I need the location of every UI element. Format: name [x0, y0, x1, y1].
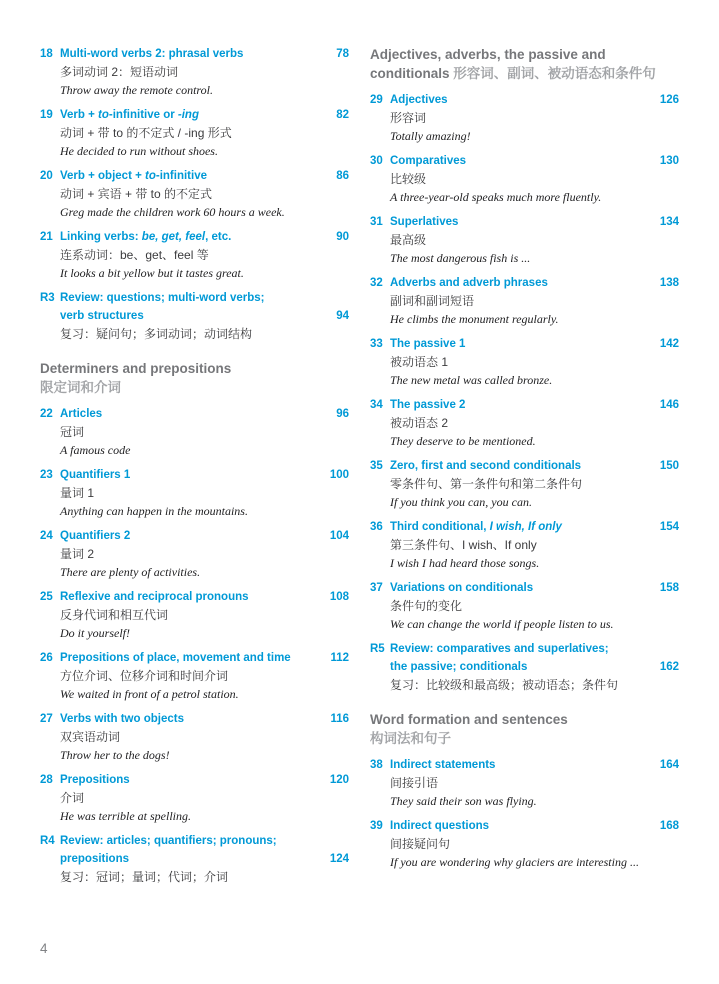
page-ref: 100	[329, 469, 349, 481]
unit-title-segment: Quantifiers 2	[60, 530, 131, 542]
unit-number: 25	[40, 591, 53, 603]
example-sentence: A famous code	[60, 443, 131, 457]
page-ref: 158	[659, 582, 679, 594]
toc-entry	[370, 152, 679, 206]
unit-title	[60, 710, 324, 728]
toc-entry	[40, 228, 349, 282]
page-ref: 120	[329, 774, 349, 786]
unit-title-segment: , etc.	[205, 231, 232, 243]
page-ref: 78	[336, 48, 349, 60]
unit-title-segment: Superlatives	[390, 216, 459, 228]
unit-title-italic-segment: -ing	[177, 109, 199, 121]
page-number-footer: 4	[40, 941, 48, 956]
unit-title	[390, 213, 654, 231]
unit-title-segment: Indirect statements	[390, 759, 496, 771]
example-sentence: He climbs the monument regularly.	[390, 312, 559, 326]
review-title-line: Review: articles; quantifiers; pronouns;	[60, 835, 277, 847]
entry-title-row	[40, 588, 349, 606]
example-sentence: Totally amazing!	[390, 129, 471, 143]
example-sentence: If you think you can, you can.	[390, 495, 532, 509]
unit-title-segment: Variations on conditionals	[390, 582, 534, 594]
section-heading	[370, 45, 679, 83]
page-ref: 108	[329, 591, 349, 603]
unit-title	[390, 396, 654, 414]
unit-title	[390, 335, 654, 353]
section-heading-zh: 限定词和介词	[40, 380, 121, 395]
unit-title-zh: 间接引语	[390, 776, 439, 790]
example-sentence: It looks a bit yellow but it tastes great.	[60, 266, 244, 280]
toc-entry	[370, 396, 679, 450]
example-sentence: The most dangerous fish is ...	[390, 251, 531, 265]
page-ref: 134	[659, 216, 679, 228]
example-sentence: We waited in front of a petrol station.	[60, 687, 239, 701]
unit-title-italic-segment: to	[98, 109, 109, 121]
page-ref: 90	[336, 231, 349, 243]
page-ref: 94	[336, 310, 349, 322]
unit-title-segment: Articles	[60, 408, 103, 420]
example-sentence: I wish I had heard those songs.	[390, 556, 540, 570]
example-sentence: He decided to run without shoes.	[60, 144, 218, 158]
review-title-line: Review: questions; multi-word verbs;	[60, 292, 265, 304]
unit-number: 21	[40, 231, 53, 243]
unit-title	[390, 518, 654, 536]
unit-title-italic-segment: be, get, feel	[141, 231, 206, 243]
unit-title	[390, 152, 654, 170]
toc-entry	[40, 45, 349, 99]
unit-number: 26	[40, 652, 53, 664]
page-ref: 116	[330, 713, 349, 725]
unit-title-zh: 双宾语动词	[60, 730, 121, 744]
unit-number: 27	[40, 713, 53, 725]
unit-number: 39	[370, 820, 383, 832]
unit-title-zh: 连系动词：be、get、feel 等	[60, 248, 209, 262]
unit-title	[60, 588, 324, 606]
example-sentence: They deserve to be mentioned.	[390, 434, 536, 448]
review-title-row	[40, 850, 349, 868]
example-sentence: Greg made the children work 60 hours a week.	[60, 205, 285, 219]
toc-column-right	[370, 45, 679, 893]
unit-title-zh: 量词 1	[60, 486, 95, 500]
entry-title-row	[370, 91, 679, 109]
example-sentence: Throw away the remote control.	[60, 83, 213, 97]
unit-title-segment: Reflexive and reciprocal pronouns	[60, 591, 249, 603]
page-ref: 86	[336, 170, 349, 182]
page-ref: 126	[659, 94, 679, 106]
entry-title-row	[40, 106, 349, 124]
toc-entry	[40, 588, 349, 642]
unit-number: 20	[40, 170, 53, 182]
entry-title-row	[40, 710, 349, 728]
unit-title-segment: Prepositions	[60, 774, 130, 786]
unit-title-zh: 第三条件句、I wish、If only	[390, 538, 537, 552]
unit-title	[390, 756, 654, 774]
entry-title-row	[370, 152, 679, 170]
toc-entry	[370, 457, 679, 511]
entry-title-row	[370, 817, 679, 835]
example-sentence: There are plenty of activities.	[60, 565, 201, 579]
toc-entry	[40, 649, 349, 703]
toc-entry	[40, 466, 349, 520]
unit-title-zh: 介词	[60, 791, 85, 805]
unit-title	[60, 771, 324, 789]
review-title-row	[40, 289, 349, 307]
review-title-zh: 复习：冠词；量词；代词；介词	[60, 870, 229, 884]
unit-title-segment: Prepositions of place, movement and time	[60, 652, 291, 664]
toc-review-entry	[370, 640, 679, 694]
unit-number: 33	[370, 338, 383, 350]
unit-number: 35	[370, 460, 383, 472]
toc-entry	[370, 817, 679, 871]
example-sentence: Anything can happen in the mountains.	[60, 504, 248, 518]
unit-title-zh: 间接疑问句	[390, 837, 451, 851]
unit-title	[60, 649, 324, 667]
unit-number: 23	[40, 469, 53, 481]
unit-title-segment: -infinitive	[155, 170, 207, 182]
page-ref: 164	[659, 759, 679, 771]
entry-title-row	[40, 466, 349, 484]
unit-title-zh: 方位介词、位移介词和时间介词	[60, 669, 229, 683]
example-sentence: A three-year-old speaks much more fluently.	[390, 190, 602, 204]
example-sentence: Throw her to the dogs!	[60, 748, 170, 762]
unit-title	[390, 91, 654, 109]
unit-title	[60, 466, 324, 484]
toc-review-entry	[40, 832, 349, 886]
entry-title-row	[40, 45, 349, 63]
page-ref: 112	[330, 652, 349, 664]
toc-entry	[370, 274, 679, 328]
unit-title-zh: 多词动词 2：短语动词	[60, 65, 179, 79]
example-sentence: The new metal was called bronze.	[390, 373, 553, 387]
unit-title-italic-segment: I wish, If only	[489, 521, 562, 533]
unit-title-zh: 被动语态 2	[390, 416, 449, 430]
entry-title-row	[40, 649, 349, 667]
toc-entry	[40, 710, 349, 764]
section-heading-en: Adjectives, adverbs, the passive and conditionals	[370, 47, 606, 81]
review-title-row	[370, 658, 679, 676]
toc-entry	[40, 771, 349, 825]
section-heading-en: Word formation and sentences	[370, 712, 568, 727]
page-ref: 82	[336, 109, 349, 121]
example-sentence: They said their son was flying.	[390, 794, 537, 808]
review-number: R3	[40, 292, 55, 304]
unit-title-segment: Quantifiers 1	[60, 469, 131, 481]
page-ref: 124	[329, 853, 349, 865]
section-heading	[370, 710, 679, 748]
review-number: R5	[370, 643, 385, 655]
unit-number: 22	[40, 408, 53, 420]
unit-title-segment: Verb + object +	[60, 170, 146, 182]
page-ref: 104	[329, 530, 349, 542]
unit-number: 34	[370, 399, 383, 411]
entry-title-row	[370, 457, 679, 475]
review-title-row	[370, 640, 679, 658]
unit-title	[390, 579, 654, 597]
entry-title-row	[370, 518, 679, 536]
unit-title-segment: The passive 2	[390, 399, 466, 411]
unit-title-zh: 冠词	[60, 425, 85, 439]
unit-number: 19	[40, 109, 53, 121]
unit-title-segment: Linking verbs:	[60, 231, 142, 243]
unit-title-zh: 反身代词和相互代词	[60, 608, 169, 622]
section-heading-en: Determiners and prepositions	[40, 361, 232, 376]
unit-number: 30	[370, 155, 383, 167]
unit-title	[390, 457, 654, 475]
unit-title	[60, 106, 330, 124]
entry-title-row	[370, 396, 679, 414]
unit-title-segment: Multi-word verbs 2: phrasal verbs	[60, 48, 244, 60]
unit-title-zh: 动词 + 带 to 的不定式 / -ing 形式	[60, 126, 232, 140]
unit-title-segment: Verb +	[60, 109, 99, 121]
unit-number: 37	[370, 582, 383, 594]
unit-title-segment: Adjectives	[390, 94, 448, 106]
page-ref: 162	[659, 661, 679, 673]
unit-title-segment: Third conditional,	[390, 521, 490, 533]
review-title-zh: 复习：比较级和最高级；被动语态；条件句	[390, 678, 619, 692]
unit-number: 38	[370, 759, 383, 771]
toc-entry	[370, 756, 679, 810]
unit-title-zh: 被动语态 1	[390, 355, 449, 369]
unit-title-zh: 比较级	[390, 172, 427, 186]
unit-title	[390, 817, 654, 835]
toc-entry	[370, 518, 679, 572]
review-title-line: verb structures	[60, 310, 144, 322]
toc-review-entry	[40, 289, 349, 343]
entry-title-row	[40, 228, 349, 246]
unit-title	[60, 45, 330, 63]
review-title-line: the passive; conditionals	[390, 661, 528, 673]
toc-entry	[40, 527, 349, 581]
unit-title-italic-segment: to	[145, 170, 156, 182]
unit-title-zh: 副词和副词短语	[390, 294, 475, 308]
page-ref: 142	[659, 338, 679, 350]
unit-title-zh: 零条件句、第一条件句和第二条件句	[390, 477, 583, 491]
unit-title-zh: 形容词	[390, 111, 427, 125]
review-number: R4	[40, 835, 55, 847]
entry-title-row	[370, 579, 679, 597]
entry-title-row	[370, 213, 679, 231]
unit-title-segment: Verbs with two objects	[60, 713, 184, 725]
unit-title-segment: Adverbs and adverb phrases	[390, 277, 548, 289]
unit-title-segment: The passive 1	[390, 338, 466, 350]
unit-number: 32	[370, 277, 383, 289]
entry-title-row	[40, 167, 349, 185]
unit-number: 28	[40, 774, 53, 786]
example-sentence: Do it yourself!	[60, 626, 130, 640]
unit-title	[60, 405, 330, 423]
unit-number: 24	[40, 530, 53, 542]
section-heading-zh: 构词法和句子	[370, 731, 451, 746]
unit-title	[60, 228, 330, 246]
page-ref: 150	[659, 460, 679, 472]
unit-title-segment: Zero, first and second conditionals	[390, 460, 582, 472]
unit-title	[390, 274, 654, 292]
review-title-line: prepositions	[60, 853, 130, 865]
page-ref: 130	[659, 155, 679, 167]
toc-entry	[40, 167, 349, 221]
entry-title-row	[40, 405, 349, 423]
unit-title-zh: 最高级	[390, 233, 427, 247]
section-heading-zh: 形容词、副词、被动语态和条件句	[453, 66, 656, 81]
entry-title-row	[370, 274, 679, 292]
unit-number: 29	[370, 94, 383, 106]
toc-entry	[370, 335, 679, 389]
unit-title	[60, 527, 324, 545]
toc-entry	[370, 91, 679, 145]
entry-title-row	[40, 771, 349, 789]
example-sentence: If you are wondering why glaciers are interesting ...	[390, 855, 639, 869]
unit-title-zh: 量词 2	[60, 547, 95, 561]
toc-entry	[370, 213, 679, 267]
unit-title-segment: Comparatives	[390, 155, 467, 167]
page-ref: 168	[659, 820, 679, 832]
unit-number: 36	[370, 521, 383, 533]
review-title-row	[40, 832, 349, 850]
entry-title-row	[40, 527, 349, 545]
unit-title-zh: 条件句的变化	[390, 599, 463, 613]
unit-number: 31	[370, 216, 383, 228]
toc-entry	[40, 405, 349, 459]
unit-title-segment: -infinitive or	[108, 109, 178, 121]
unit-title-zh: 动词 + 宾语 + 带 to 的不定式	[60, 187, 213, 201]
review-title-zh: 复习：疑问句；多词动词；动词结构	[60, 327, 253, 341]
entry-title-row	[370, 756, 679, 774]
toc-entry	[40, 106, 349, 160]
page-ref: 96	[336, 408, 349, 420]
section-heading	[40, 359, 349, 397]
unit-title	[60, 167, 330, 185]
example-sentence: He was terrible at spelling.	[60, 809, 191, 823]
page-ref: 146	[659, 399, 679, 411]
page-ref: 138	[659, 277, 679, 289]
toc-entry	[370, 579, 679, 633]
review-title-row	[40, 307, 349, 325]
unit-title-segment: Indirect questions	[390, 820, 490, 832]
toc-column-left	[40, 45, 349, 893]
unit-number: 18	[40, 48, 53, 60]
page-ref: 154	[659, 521, 679, 533]
example-sentence: We can change the world if people listen to us.	[390, 617, 614, 631]
review-title-line: Review: comparatives and superlatives;	[390, 643, 609, 655]
entry-title-row	[370, 335, 679, 353]
